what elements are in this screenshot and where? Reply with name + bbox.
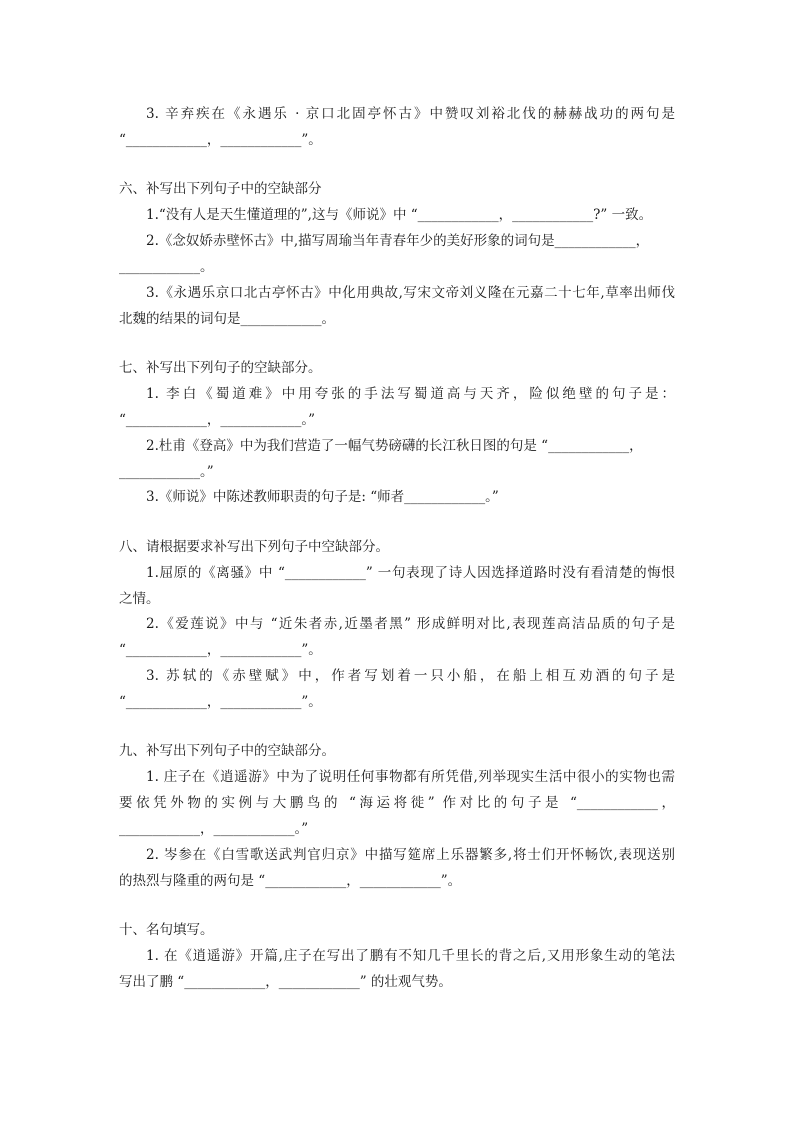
- q6-2-blanks: ____________。: [119, 259, 214, 275]
- q7-2-text: 2.杜甫《登高》中为我们营造了一幅气势磅礴的长江秋日图的句是 “____________，: [146, 438, 643, 454]
- q8-1-text: 1.屈原的《离骚》中 “____________” 一句表现了诗人因选择道路时没有看清楚的悔恨: [146, 565, 675, 581]
- q8-1-continued: 之情。: [119, 591, 160, 607]
- q8-2-blanks: “____________，____________”。: [119, 642, 322, 658]
- q9-1-continued: 要依凭外物的实例与大鹏鸟的 “海运将徙” 作对比的句子是 “____________，: [119, 795, 675, 811]
- section-10-heading: 十、名句填写。: [119, 922, 214, 938]
- q9-2-text: 2. 岑参在《白雪歌送武判官归京》中描写筵席上乐器繁多,将士们开怀畅饮,表现送别: [146, 847, 675, 863]
- q5-3-blanks: “____________，____________”。: [119, 132, 322, 148]
- section-7-heading: 七、补写出下列句子的空缺部分。: [119, 360, 322, 376]
- q8-2-text: 2.《爱莲说》中与 “近朱者赤,近墨者黑” 形成鲜明对比,表现莲高洁品质的句子是: [146, 616, 675, 632]
- q6-2-text: 2.《念奴娇赤壁怀古》中,描写周瑜当年青春年少的美好形象的词句是____________，: [146, 233, 650, 249]
- q7-3-text: 3.《师说》中陈述教师职责的句子是: “师者____________。”: [146, 489, 499, 505]
- q9-1-text: 1. 庄子在《逍遥游》中为了说明任何事物都有所凭借,列举现实生活中很小的实物也需: [146, 769, 675, 785]
- section-8-heading: 八、请根据要求补写出下列句子中空缺部分。: [119, 539, 389, 555]
- section-6-heading: 六、补写出下列句子中的空缺部分: [119, 181, 322, 197]
- section-9-heading: 九、补写出下列句子中的空缺部分。: [119, 743, 335, 759]
- q8-3-blanks: “____________，____________”。: [119, 694, 322, 710]
- q5-3-text: 3. 辛弃疾在《永遇乐 · 京口北固亭怀古》中赞叹刘裕北伐的赫赫战功的两句是: [146, 106, 675, 122]
- q10-1-text: 1. 在《逍遥游》开篇,庄子在写出了鹏有不知几千里长的背之后,又用形象生动的笔法: [146, 948, 675, 964]
- q8-3-text: 3. 苏轼的《赤壁赋》中，作者写划着一只小船，在船上相互劝酒的句子是: [146, 668, 675, 684]
- q7-2-blanks: ____________。”: [119, 464, 214, 480]
- q10-1-blanks: 写出了鹏 “____________，____________” 的壮观气势。: [119, 974, 452, 990]
- q7-1-text: 1. 李白《蜀道难》中用夸张的手法写蜀道高与天齐，险似绝壁的句子是：: [146, 386, 675, 402]
- q7-1-blanks: “____________，____________。”: [119, 412, 316, 428]
- q6-3-continued: 北魏的结果的词句是____________。: [119, 311, 335, 327]
- q6-3-text: 3.《永遇乐京口北古亭怀古》中化用典故,写宋文帝刘义隆在元嘉二十七年,草率出师伐: [146, 285, 675, 301]
- q9-2-blanks: 的热烈与隆重的两句是 “____________，____________”。: [119, 873, 462, 889]
- q9-1-blanks: ____________，____________。”: [119, 821, 309, 837]
- q6-1-text: 1.“没有人是天生懂道理的”,这与《师说》中 “____________，____________?” 一致。: [146, 207, 653, 223]
